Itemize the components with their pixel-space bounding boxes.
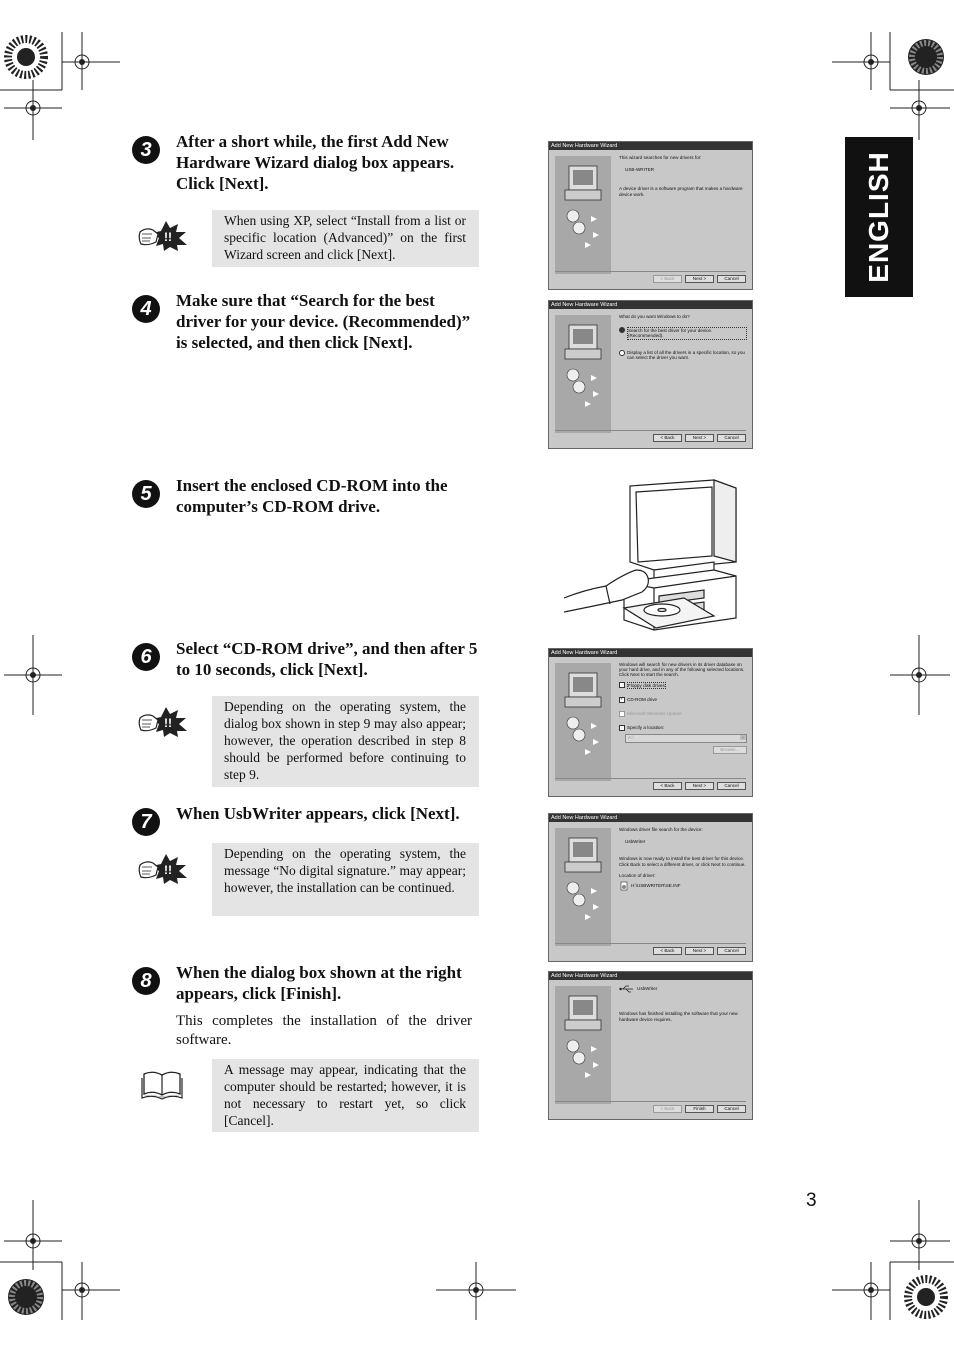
location-combo — [625, 734, 747, 743]
radio-selected[interactable] — [619, 327, 625, 333]
step-number-8: 8 — [132, 967, 160, 995]
dialog-title: Add New Hardware Wizard — [549, 814, 752, 822]
next-button[interactable]: Next > — [685, 434, 714, 442]
language-tab — [845, 137, 913, 297]
device-name: UsbWriter — [637, 986, 658, 992]
language-tab-label: ENGLISH — [863, 151, 894, 283]
divider — [555, 271, 746, 272]
checkbox-unchecked[interactable] — [619, 725, 625, 731]
option-label: Microsoft Windows Update — [627, 711, 682, 716]
dialog-text: What do you want Windows to do? — [619, 314, 690, 319]
step-6-heading: Select “CD-ROM drive”, and then after 5 to 10 seconds, click [Next]. — [176, 639, 478, 679]
step-7-heading: When UsbWriter appears, click [Next]. — [176, 804, 460, 823]
divider — [555, 778, 746, 779]
step-number-5: 5 — [132, 480, 160, 508]
usb-icon — [619, 985, 635, 993]
dialog-text: Windows is now ready to install the best driver for this device. Click Back to select a different driver, or click Next to continue. — [619, 856, 746, 867]
option-search-best[interactable] — [619, 327, 747, 340]
checkbox-floppy[interactable] — [619, 682, 747, 689]
driver-file-icon — [619, 881, 629, 891]
wizard-illustration — [555, 315, 611, 433]
browse-button: Browse... — [713, 746, 747, 754]
step-number-3: 3 — [132, 136, 160, 164]
step-8-memo: A message may appear, indicating that the computer should be restarted; however, it is not necessary to restart yet, so click [Cancel]. — [212, 1059, 479, 1132]
step-6-note: Depending on the operating system, the dialog box shown in step 9 may also appear; however, the operation described in step 8 should be performed before continuing to step 9. — [212, 696, 479, 787]
checkbox-windows-update — [619, 711, 747, 717]
step-7-note: Depending on the operating system, the message “No digital signature.” may appear; however, the installation can be continued. — [212, 843, 479, 916]
svg-text:!!: !! — [164, 230, 172, 244]
step-5-heading: Insert the enclosed CD-ROM into the computer’s CD-ROM drive. — [176, 476, 448, 516]
checkbox-cd-rom[interactable] — [619, 697, 747, 703]
divider — [555, 430, 746, 431]
checkbox-checked[interactable]: ✓ — [620, 696, 625, 702]
svg-text:!!: !! — [164, 716, 172, 730]
computer-cd-rom-illustration — [564, 478, 744, 640]
step-number-6: 6 — [132, 643, 160, 671]
step-3-note: When using XP, select “Install from a list or specific location (Advanced)” on the first Wizard screen and click [Next]. — [212, 210, 479, 267]
back-button[interactable]: < Back — [653, 434, 682, 442]
step-8-heading: When the dialog box shown at the right appears, click [Finish]. — [176, 963, 462, 1003]
wizard-dialog-3 — [548, 648, 753, 797]
radio-unselected[interactable] — [619, 350, 625, 356]
checkbox-unchecked[interactable] — [619, 682, 625, 688]
dialog-text: A device driver is a software program that makes a hardware device work. — [619, 186, 743, 197]
next-button[interactable]: Next > — [685, 782, 714, 790]
svg-text:!!: !! — [164, 863, 172, 877]
back-button: < Back — [653, 1105, 682, 1113]
wizard-dialog-5 — [548, 971, 753, 1120]
caution-hand-icon — [136, 704, 190, 738]
wizard-illustration — [555, 986, 611, 1104]
dialog-text: Windows will search for new drivers in its driver database on your hard drive, and in any of the following selected locations. Click Next to start the search. — [619, 662, 745, 677]
next-button[interactable]: Next > — [685, 947, 714, 955]
next-button[interactable]: Next > — [685, 275, 714, 283]
wizard-illustration — [555, 663, 611, 781]
wizard-illustration — [555, 828, 611, 946]
cancel-button[interactable]: Cancel — [717, 1105, 746, 1113]
cancel-button[interactable]: Cancel — [717, 782, 746, 790]
option-label: CD-ROM drive — [627, 697, 658, 702]
option-label: Specify a location: — [627, 725, 665, 730]
back-button[interactable]: < Back — [653, 275, 682, 283]
step-number-7: 7 — [132, 808, 160, 836]
device-name: USB-WRITER — [625, 166, 655, 172]
dialog-title: Add New Hardware Wizard — [549, 301, 752, 309]
option-display-list[interactable] — [619, 350, 747, 361]
cancel-button[interactable]: Cancel — [717, 275, 746, 283]
dialog-title: Add New Hardware Wizard — [549, 649, 752, 657]
dialog-text: This wizard searches for new drivers for: — [619, 155, 702, 160]
finish-button[interactable]: Finish — [685, 1105, 714, 1113]
chevron-down-icon: ▼ — [741, 735, 745, 740]
option-label: Search for the best driver for your device. (Recommended). — [627, 327, 747, 340]
dialog-title: Add New Hardware Wizard — [549, 142, 752, 150]
wizard-dialog-4 — [548, 813, 753, 962]
option-label: Floppy disk drives — [628, 683, 665, 688]
step-number-4: 4 — [132, 295, 160, 323]
dialog-title: Add New Hardware Wizard — [549, 972, 752, 980]
caution-hand-icon — [136, 218, 190, 252]
wizard-dialog-2 — [548, 300, 753, 449]
combo-value: A:\ — [628, 735, 634, 740]
wizard-illustration — [555, 156, 611, 274]
open-book-icon — [140, 1068, 186, 1102]
back-button[interactable]: < Back — [653, 947, 682, 955]
dialog-text: Location of driver: — [619, 873, 656, 878]
divider — [555, 943, 746, 944]
page-number: 3 — [806, 1190, 817, 1211]
caution-hand-icon — [136, 851, 190, 885]
device-name: UsbWriter — [625, 838, 646, 844]
option-label: Display a list of all the drivers in a specific location, so you can select the driver you want. — [627, 349, 745, 360]
step-8-body: This completes the installation of the driver software. — [176, 1013, 472, 1048]
cancel-button[interactable]: Cancel — [717, 434, 746, 442]
driver-path: H:\USBWRITER\SE.INF — [631, 882, 681, 888]
checkbox-specify-location[interactable] — [619, 725, 747, 731]
dialog-text: Windows has finished installing the software that your new hardware device requires. — [619, 1011, 738, 1022]
wizard-dialog-1 — [548, 141, 753, 290]
dialog-text: Windows driver file search for the device: — [619, 827, 703, 832]
back-button[interactable]: < Back — [653, 782, 682, 790]
checkbox-disabled — [619, 711, 625, 717]
step-3-heading: After a short while, the first Add New Hardware Wizard dialog box appears. Click [Next]. — [176, 132, 455, 193]
divider — [555, 1101, 746, 1102]
cancel-button[interactable]: Cancel — [717, 947, 746, 955]
step-4-heading: Make sure that “Search for the best driver for your device. (Recommended)” is selected, and then click [Next]. — [176, 291, 471, 352]
